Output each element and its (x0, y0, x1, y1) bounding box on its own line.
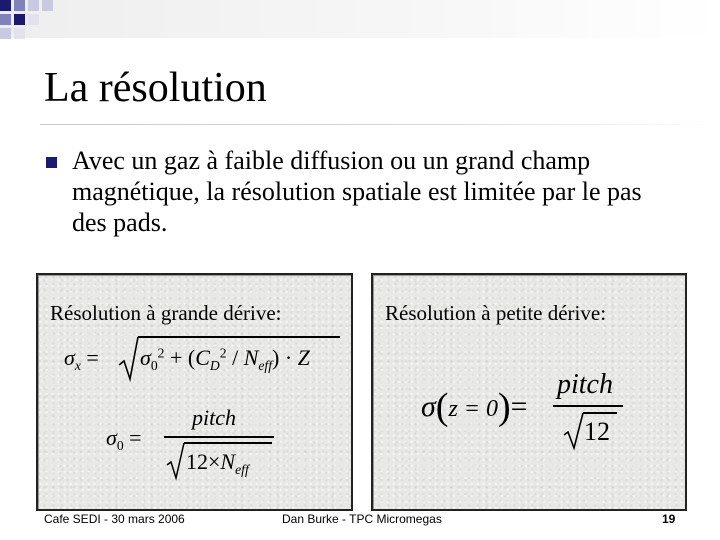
formula-symbol: C (195, 345, 210, 370)
formula-symbol: 2 (219, 345, 227, 361)
formula-symbol: 0 (116, 437, 124, 453)
page-number: 19 (662, 512, 676, 526)
bullet-text: Avec un gaz à faible diffusion ou un grand champ magnétique, la résolution spatiale est limitée par le pas des pads. (72, 146, 642, 237)
formula-radicand (140, 345, 310, 374)
deco-square (14, 28, 25, 39)
header-gradient-bar (0, 0, 720, 38)
formula-symbol: 2 (157, 345, 165, 361)
fraction-denominator (186, 449, 249, 478)
formula-symbol: D (209, 357, 220, 373)
title-divider (40, 124, 720, 125)
formula-sigma-0 (106, 425, 142, 454)
deco-square (14, 14, 25, 25)
deco-square (0, 14, 11, 25)
fraction-bar (164, 436, 274, 438)
formula-symbol: σ (106, 425, 117, 450)
formula-symbol: ( (435, 386, 449, 428)
formula-symbol: ) (272, 345, 280, 370)
deco-square (28, 0, 39, 11)
fraction-numerator: pitch (557, 369, 613, 400)
formula-symbol: Z (297, 345, 310, 370)
sqrt-overline (138, 336, 340, 338)
formula-symbol: 0 (150, 357, 158, 373)
deco-square (0, 0, 11, 11)
deco-square (28, 14, 39, 25)
formula-symbol: x (74, 357, 81, 373)
sqrt-overline (583, 412, 617, 414)
formula-symbol: × (208, 449, 221, 474)
formula-sigma-z0 (421, 385, 528, 429)
fraction-bar (553, 405, 623, 407)
sqrt-sign-icon (118, 335, 140, 383)
formula-symbol: N (220, 449, 236, 474)
footer-center: Dan Burke - TPC Micromegas (282, 512, 442, 526)
formula-symbol: σ (64, 345, 75, 370)
slide-title: La résolution (44, 65, 267, 111)
panel-label-small-drift: Résolution à petite dérive: (385, 301, 607, 325)
sqrt-overline (184, 442, 272, 444)
sqrt-sign-icon (563, 411, 585, 451)
formula-symbol: σ (421, 390, 436, 423)
formula-symbol: σ (140, 345, 151, 370)
formula-symbol: + ( (169, 345, 196, 370)
formula-symbol: = (510, 390, 528, 423)
formula-symbol: = (129, 425, 142, 450)
large-drift-panel (36, 273, 353, 511)
formula-symbol: / (226, 345, 244, 370)
formula-symbol: N (243, 345, 259, 370)
fraction-denominator: 12 (584, 417, 610, 446)
formula-symbol: ) (498, 386, 511, 428)
fraction-numerator: pitch (192, 405, 236, 430)
formula-symbol: · (279, 345, 298, 370)
small-drift-panel (371, 273, 687, 511)
footer-left: Cafe SEDI - 30 mars 2006 (44, 512, 185, 526)
formula-symbol: 12 (186, 449, 208, 474)
deco-square (42, 0, 53, 11)
deco-square (14, 0, 25, 11)
formula-symbol: = (86, 345, 99, 370)
formula-sigma-x (64, 345, 99, 374)
formula-symbol: z = 0 (448, 396, 498, 422)
bullet-marker-icon (46, 157, 57, 168)
panel-label-large-drift: Résolution à grande dérive: (50, 301, 282, 325)
sqrt-sign-icon (166, 441, 186, 481)
formula-symbol: eff (235, 461, 249, 477)
formula-symbol: eff (258, 357, 272, 373)
deco-square (0, 28, 11, 39)
